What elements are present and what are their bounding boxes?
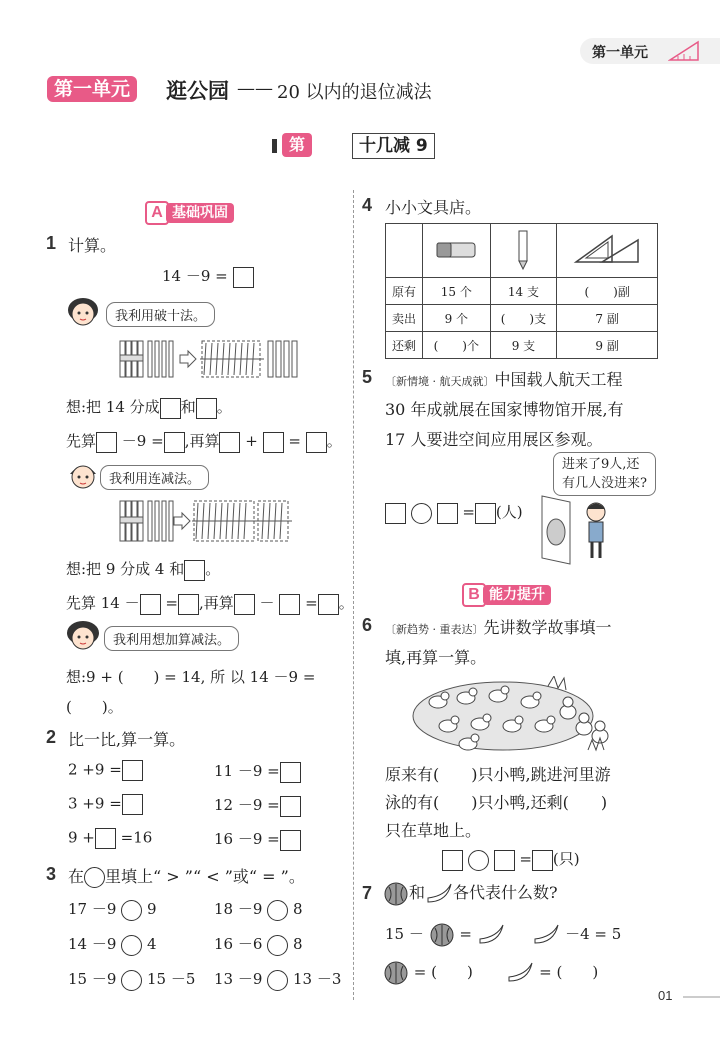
q5-speech-bubble — [553, 452, 656, 496]
q3-expr: 13 －9 — [214, 970, 263, 988]
page-number-rule — [683, 996, 720, 998]
q4-text: 小小文具店。 — [385, 198, 482, 217]
q6-line-1 — [385, 615, 612, 638]
table-row-label: 原有 — [386, 278, 423, 305]
q5-unit: (人) — [495, 503, 523, 521]
q3-row-3-right — [214, 968, 341, 991]
q5-text-1: 中国载人航天工程 — [494, 370, 623, 389]
table-row-label: 还剩 — [386, 332, 423, 359]
q7-answer-a[interactable]: = ( ) — [413, 963, 473, 981]
q5-equals: = — [462, 503, 475, 521]
q5-tag: 〔新情境 · 航天成就〕 — [385, 375, 495, 388]
q1-calc1-c: ,再算 — [184, 432, 220, 450]
q7-equation-1 — [385, 922, 621, 948]
q4-number: 4 — [362, 195, 373, 215]
q7-number: 7 — [362, 883, 373, 903]
eraser-icon — [433, 235, 479, 263]
q7-answers — [383, 960, 598, 986]
q1-think-1 — [66, 396, 232, 419]
q2-right-expr: 11 －9 = — [214, 762, 280, 780]
q3-row-2-left — [68, 933, 157, 956]
q3-row-3-left — [68, 968, 195, 991]
q1-bubble-2: 我利用连减法。 — [100, 465, 209, 490]
part-a-label: 基础巩固 — [166, 203, 234, 223]
answer-box[interactable] — [234, 594, 255, 615]
answer-box[interactable] — [140, 594, 161, 615]
q3-expr: 4 — [146, 935, 157, 953]
girl-avatar-icon-2 — [66, 620, 100, 652]
q3-expr: 15 －9 — [68, 970, 117, 988]
answer-box[interactable] — [475, 503, 496, 524]
q3-text-b: 里填上“ > ”“ < ”或“ = ”。 — [105, 867, 305, 886]
q1-calc2-d: － — [259, 594, 275, 612]
q2-right-expr: 12 －9 = — [214, 796, 280, 814]
q7-text — [383, 880, 558, 907]
q3-text-a: 在 — [68, 867, 85, 886]
q3-expr: 17 －9 — [68, 900, 117, 918]
q2-left-2 — [68, 794, 143, 815]
header-unit-label: 第一单元 — [592, 44, 648, 60]
q6-number: 6 — [362, 615, 373, 635]
q3-number: 3 — [46, 864, 57, 884]
q1-calc2-f: 。 — [338, 594, 354, 612]
operator-circle[interactable] — [468, 850, 489, 871]
answer-box[interactable] — [263, 432, 284, 453]
answer-box[interactable] — [95, 828, 116, 849]
q1-calc2-e: = — [305, 594, 318, 612]
pencil-icon — [513, 227, 533, 271]
q6-equation — [442, 848, 580, 871]
answer-box[interactable] — [279, 594, 300, 615]
q5-bubble-line-2: 有几人没进来? — [562, 476, 647, 491]
section-name: 十几减 9 — [352, 133, 435, 159]
answer-box[interactable] — [280, 762, 301, 783]
table-cell[interactable]: ( )个 — [423, 332, 491, 359]
table-cell[interactable]: ( )副 — [557, 278, 658, 305]
stationery-table — [385, 223, 658, 359]
answer-box[interactable] — [160, 398, 181, 419]
q2-text: 比一比,算一算。 — [68, 730, 186, 749]
page-number: 01 — [658, 988, 673, 1003]
compare-circle[interactable] — [267, 970, 288, 991]
q1-think2-a: 想:把 9 分成 4 和 — [66, 560, 185, 578]
q1-calc1-a: 先算 — [66, 432, 97, 450]
compare-circle[interactable] — [267, 935, 288, 956]
table-header-pencil — [490, 224, 557, 278]
q2-right-3 — [214, 828, 301, 851]
q1-calc-2 — [66, 592, 354, 615]
table-cell: 7 副 — [557, 305, 658, 332]
unit-title: 逛公园 — [166, 79, 229, 103]
ruler-icon — [668, 40, 702, 62]
q3-expr: 15 －5 — [146, 970, 196, 988]
part-b-letter: B — [462, 583, 486, 607]
answer-box[interactable] — [442, 850, 463, 871]
table-row-label: 卖出 — [386, 305, 423, 332]
table-cell[interactable]: ( )支 — [490, 305, 557, 332]
header-unit-tab — [580, 38, 720, 64]
q1-think2-b: 。 — [205, 560, 221, 578]
q2-left-1 — [68, 760, 143, 781]
q2-number: 2 — [46, 727, 57, 747]
table-cell: 15 个 — [423, 278, 491, 305]
q7-answer-b[interactable]: = ( ) — [539, 963, 599, 981]
q2-left-expr: 3 +9 = — [68, 794, 122, 813]
answer-box[interactable] — [233, 267, 254, 288]
answer-box[interactable] — [178, 594, 199, 615]
compare-circle[interactable] — [267, 900, 288, 921]
answer-box[interactable] — [437, 503, 458, 524]
q1-bubble-1: 我利用破十法。 — [106, 302, 215, 327]
answer-box[interactable] — [96, 432, 117, 453]
q1-bubble-3: 我利用想加算减法。 — [104, 626, 239, 651]
q7-text-a: 和 — [409, 883, 426, 902]
answer-box[interactable] — [164, 432, 185, 453]
unit-subtitle: 20 以内的退位减法 — [277, 82, 432, 103]
q2-left-3 — [68, 828, 152, 849]
q2-left3-tail: =16 — [120, 828, 153, 847]
q3-expr: 18 －9 — [214, 900, 263, 918]
q2-right-2 — [214, 794, 301, 817]
q3-row-1-left — [68, 898, 157, 921]
table-corner — [386, 224, 423, 278]
q6-unit: (只) — [552, 850, 580, 868]
answer-box[interactable] — [280, 830, 301, 851]
boy-avatar-icon — [66, 460, 100, 492]
answer-box[interactable] — [385, 503, 406, 524]
q6-story-2: 泳的有( )只小鸭,还剩( ) — [385, 793, 608, 812]
q5-line-2: 30 年成就展在国家博物馆开展,有 — [385, 400, 624, 419]
section-deco — [272, 139, 277, 153]
part-a-letter: A — [145, 201, 169, 225]
q2-left-expr: 9 + — [68, 828, 95, 847]
q2-right-expr: 16 －9 = — [214, 830, 280, 848]
q1-text: 计算。 — [68, 236, 117, 255]
q3-row-2-right — [214, 933, 303, 956]
table-cell: 14 支 — [490, 278, 557, 305]
q5-line-3: 17 人要进空间应用展区参观。 — [385, 430, 603, 449]
q6-line-2: 填,再算一算。 — [385, 648, 487, 667]
q1-think1-b: 和 — [180, 398, 196, 416]
answer-box[interactable] — [122, 794, 143, 815]
compare-circle[interactable] — [121, 935, 142, 956]
q3-expr: 14 －9 — [68, 935, 117, 953]
set-square-icon — [572, 232, 642, 266]
q1-think-2 — [66, 558, 220, 581]
q1-expr-text: 14 －9 = — [162, 267, 228, 285]
q1-think-3b: ( )。 — [66, 698, 123, 716]
q3-expr: 8 — [292, 935, 303, 953]
banana-icon — [506, 961, 534, 985]
q3-text — [68, 864, 305, 888]
ducks-pond-illustration — [408, 676, 623, 756]
q1-number: 1 — [46, 233, 57, 253]
compare-circle[interactable] — [121, 900, 142, 921]
part-b-badge — [462, 583, 551, 607]
q1-calc1-f: 。 — [326, 432, 342, 450]
part-b-label: 能力提升 — [483, 585, 551, 605]
table-header-set-square — [557, 224, 658, 278]
answer-box[interactable] — [532, 850, 553, 871]
exhibit-boy-illustration — [540, 492, 620, 570]
q2-left-expr: 2 +9 = — [68, 760, 122, 779]
girl-avatar-icon — [66, 296, 100, 328]
answer-box[interactable] — [494, 850, 515, 871]
q6-story-1: 原来有( )只小鸭,跳进河里游 — [385, 765, 611, 784]
q6-text-1: 先讲数学故事填一 — [483, 618, 612, 637]
counting-sticks-icon-2 — [118, 497, 318, 547]
q1-calc1-e: = — [288, 432, 301, 450]
q7-eq1-a: 15 － — [385, 925, 424, 943]
q1-calc1-d: + — [245, 432, 258, 450]
q3-row-1-right — [214, 898, 303, 921]
q6-equals: = — [519, 850, 532, 868]
q6-tag: 〔新趋势 · 重表达〕 — [385, 623, 484, 636]
part-a-badge — [145, 201, 234, 225]
q1-calc2-a: 先算 14 － — [66, 594, 140, 612]
table-cell: 9 个 — [423, 305, 491, 332]
banana-icon — [532, 923, 560, 947]
q1-calc-1 — [66, 430, 342, 453]
q1-think-3: 想:9 + ( ) = 14, 所 以 14 －9 = — [66, 668, 316, 686]
title-dash: —— — [237, 78, 273, 99]
q7-eq1-c: －4 = 5 — [565, 925, 622, 943]
q6-story-3: 只在草地上。 — [385, 821, 482, 840]
table-header-eraser — [423, 224, 491, 278]
banana-icon — [477, 923, 505, 947]
q7-eq1-b: = — [459, 925, 472, 943]
table-cell: 9 副 — [557, 332, 658, 359]
answer-box[interactable] — [318, 594, 339, 615]
watermelon-icon — [383, 960, 409, 986]
counting-sticks-icon — [118, 337, 268, 381]
q3-expr: 13 －3 — [292, 970, 342, 988]
q1-calc2-c: ,再算 — [198, 594, 234, 612]
banana-icon — [425, 882, 453, 906]
answer-box[interactable] — [122, 760, 143, 781]
operator-circle[interactable] — [411, 503, 432, 524]
q5-bubble-line-1: 进来了9人,还 — [562, 457, 640, 472]
compare-circle — [84, 867, 105, 888]
watermelon-icon — [383, 881, 409, 907]
answer-box[interactable] — [280, 796, 301, 817]
answer-box[interactable] — [306, 432, 327, 453]
q3-expr: 9 — [146, 900, 157, 918]
q7-text-b: 各代表什么数? — [453, 883, 558, 902]
q3-expr: 16 －6 — [214, 935, 263, 953]
watermelon-icon — [429, 922, 455, 948]
answer-box[interactable] — [196, 398, 217, 419]
q5-line-1 — [385, 367, 623, 390]
q1-think1-a: 想:把 14 分成 — [66, 398, 160, 416]
unit-badge: 第一单元 — [47, 76, 137, 102]
section-badge: 第1节 — [282, 133, 312, 157]
q5-number: 5 — [362, 367, 373, 387]
q5-equation — [385, 501, 523, 524]
q1-expression — [162, 265, 254, 288]
table-cell: 9 支 — [490, 332, 557, 359]
q1-calc2-b: = — [165, 594, 178, 612]
q1-calc1-b: －9 = — [121, 432, 164, 450]
answer-box[interactable] — [184, 560, 205, 581]
q3-expr: 8 — [292, 900, 303, 918]
q2-right-1 — [214, 760, 301, 783]
counting-sticks-extra-icon — [266, 337, 316, 381]
q1-think1-c: 。 — [216, 398, 232, 416]
compare-circle[interactable] — [121, 970, 142, 991]
answer-box[interactable] — [219, 432, 240, 453]
